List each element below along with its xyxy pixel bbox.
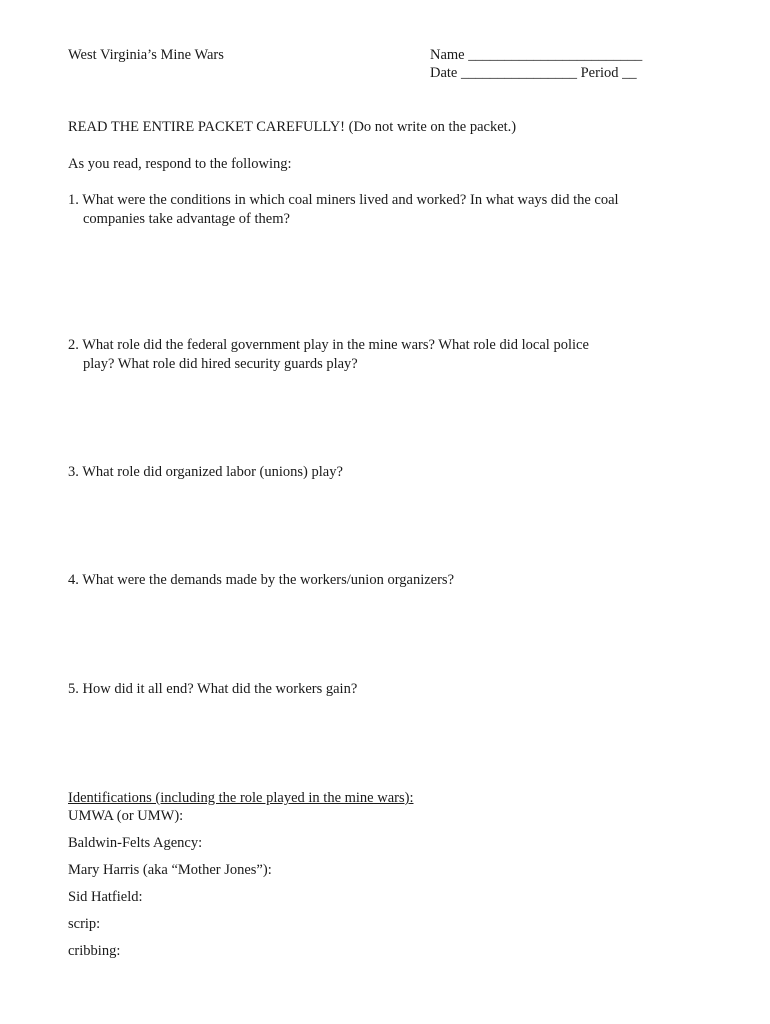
question-1-line-1: 1. What were the conditions in which coal miners lived and worked? In what ways did the coal [68, 192, 619, 208]
question-4-line-1: 4. What were the demands made by the workers/union organizers? [68, 572, 455, 588]
question-1 [68, 191, 708, 229]
question-2-line-1: 2. What role did the federal government play in the mine wars? What role did local police [68, 337, 589, 353]
identification-item: Mary Harris (aka “Mother Jones”): [68, 862, 272, 878]
instructions-text: READ THE ENTIRE PACKET CAREFULLY! (Do not write on the packet.) [68, 119, 517, 135]
question-3-line-1: 3. What role did organized labor (unions) play? [68, 464, 343, 480]
identification-item: cribbing: [68, 943, 121, 959]
identification-item: Sid Hatfield: [68, 889, 143, 905]
question-4 [68, 571, 708, 590]
identifications-heading-colon: : [409, 790, 414, 806]
question-2-line-2: play? What role did hired security guards play? [83, 356, 358, 372]
identifications-heading-text: Identifications (including the role played in the mine wars) [68, 790, 410, 806]
respond-prompt: As you read, respond to the following: [68, 156, 292, 172]
name-field-line: Name ________________________ [430, 47, 643, 63]
worksheet-title: West Virginia’s Mine Wars [68, 47, 224, 63]
identification-item: UMWA (or UMW): [68, 808, 184, 824]
date-period-field-line: Date ________________ Period __ [430, 65, 637, 81]
question-1-line-2: companies take advantage of them? [83, 211, 290, 227]
identifications-heading [68, 789, 413, 808]
question-2 [68, 336, 708, 374]
identification-item: scrip: [68, 916, 101, 932]
identification-item: Baldwin-Felts Agency: [68, 835, 203, 851]
question-3 [68, 463, 708, 482]
question-5-line-1: 5. How did it all end? What did the workers gain? [68, 681, 358, 697]
question-5 [68, 680, 708, 699]
